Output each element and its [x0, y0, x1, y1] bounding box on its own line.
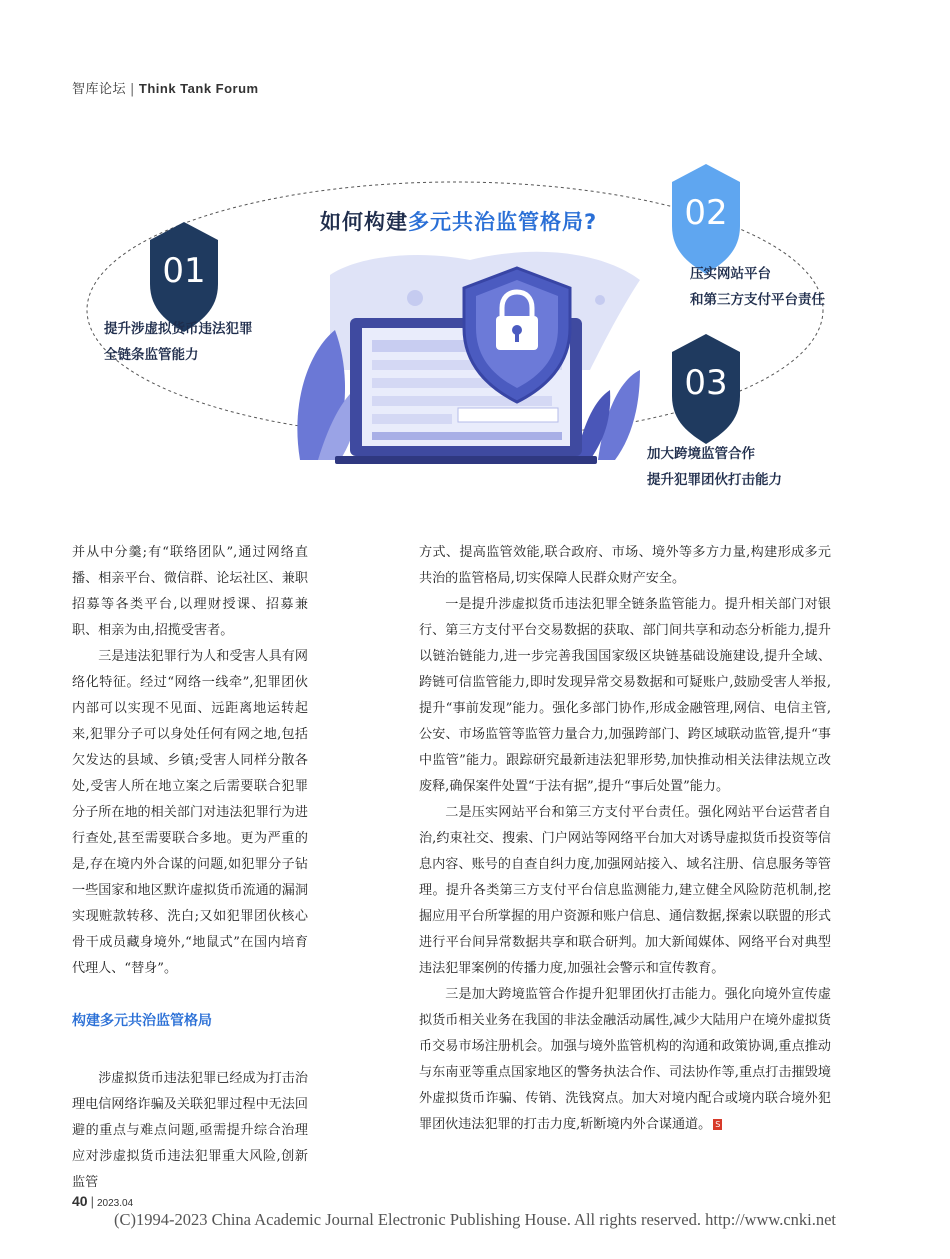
left-paragraph-2: 三是违法犯罪行为人和受害人具有网络化特征。经过“网络一线牵”,犯罪团伙内部可以实现不见面、远距离地运转起来,犯罪分子可以身处任何有网之地,包括欠发达的县域、乡镇;受害人同样分散各处,受害人所在地立案之后需要联合犯罪分子所在地的相关部门对违法犯罪行为进行查处,甚至需要联合多地。更为严重的是,存在境内外合谋的问题,如犯罪分子钻一些国家和地区默许虚拟货币流通的漏洞实现赃款转移、洗白;又如犯罪团伙核心骨干成员藏身境外,“地鼠式”在国内培育代理人、“替身”。 — [72, 649, 308, 976]
infographic-title — [320, 206, 597, 236]
deco-circle-2 — [595, 295, 605, 305]
badge-02-line-1: 压实网站平台 — [690, 266, 771, 282]
badge-number-01: 01 — [162, 251, 206, 291]
monitor-base — [335, 456, 597, 464]
badge-number-03: 03 — [684, 363, 728, 403]
header-separator: | — [130, 82, 135, 97]
badge-01-label — [104, 316, 253, 368]
left-column — [72, 540, 308, 1196]
badge-02-line-2: 和第三方支付平台责任 — [690, 292, 825, 308]
right-paragraph-3: 二是压实网站平台和第三方支付平台责任。强化网站平台运营者自治,约束社交、搜索、门户网站等网络平台加大对诱导虚拟货币投资等信息内容、账号的自查自纠力度,加强网站接入、域名注册、信息服务等管理。提升各类第三方支付平台信息监测能力,建立健全风险防范机制,挖掘应用平台所掌握的用户资源和账户信息、通信数据,探索以联盟的形式进行平台间异常数据共享和联合研判。加大新闻媒体、网络平台对典型违法犯罪案例的传播力度,加强社会警示和宣传教育。 — [419, 805, 831, 976]
header-en: Think Tank Forum — [138, 81, 259, 96]
infographic-title-prefix: 如何构建 — [320, 210, 408, 234]
screen-block-6 — [458, 408, 558, 422]
section-heading: 构建多元共治监管格局 — [72, 1013, 212, 1029]
badge-01-line-2: 全链条监管能力 — [104, 347, 199, 363]
right-paragraph-2: 一是提升涉虚拟货币违法犯罪全链条监管能力。提升相关部门对银行、第三方支付平台交易数据的获取、部门间共享和动态分析能力,提升以链治链能力,进一步完善我国国家级区块链基础设施建设,提升全域、跨链可信监管能力,即时发现异常交易数据和可疑账户,鼓励受害人举报,提升“事前发现”能力。强化多部门协作,形成金融管理,网信、电信主管,公安、市场监管等监管力量合力,加强跨部门、跨区域联动监管,提升“事中监管”能力。跟踪研究最新违法犯罪形势,加快推动相关法律法规立改废释,确保案件处置“于法有据”,提升“事后处置”能力。 — [419, 597, 831, 794]
left-paragraph-1: 并从中分羹;有“联络团队”,通过网络直播、相亲平台、微信群、论坛社区、兼职招募等各类平台,以理财授课、招募兼职、相亲为由,招揽受害者。 — [72, 545, 308, 638]
badge-03-label — [647, 441, 782, 493]
footer-separator: | — [90, 1194, 94, 1209]
badge-02-label — [690, 261, 825, 313]
badge-number-02: 02 — [684, 193, 728, 233]
copyright-line: (C)1994-2023 China Academic Journal Electronic Publishing House. All rights reserved. http://www.cnki.net — [113, 1210, 837, 1229]
screen-block-5 — [372, 414, 452, 424]
page-footer — [72, 1193, 133, 1209]
issue-date: 2023.04 — [96, 1198, 134, 1209]
left-paragraph-3: 涉虚拟货币违法犯罪已经成为打击治理电信网络诈骗及关联犯罪过程中无法回避的重点与难点问题,亟需提升综合治理应对涉虚拟货币违法犯罪重大风险,创新监管 — [72, 1071, 308, 1190]
deco-circle-1 — [407, 290, 423, 306]
screen-bar — [372, 432, 562, 440]
end-mark-icon: S — [715, 1120, 721, 1129]
badge-03-line-1: 加大跨境监管合作 — [647, 446, 755, 462]
right-paragraph-1: 方式、提高监管效能,联合政府、市场、境外等多方力量,构建形成多元共治的监管格局,切实保障人民群众财产安全。 — [419, 545, 831, 586]
badge-03-line-2: 提升犯罪团伙打击能力 — [647, 472, 782, 488]
right-paragraph-4 — [419, 982, 831, 1138]
infographic — [0, 160, 950, 500]
header-cn: 智库论坛 — [72, 82, 127, 97]
badge-01-line-1: 提升涉虚拟货币违法犯罪 — [104, 321, 253, 337]
right-paragraph-4-text: 三是加大跨境监管合作提升犯罪团伙打击能力。强化向境外宣传虚拟货币相关业务在我国的非法金融活动属性,减少大陆用户在境外虚拟货币交易市场注册机会。加强与境外监管机构的沟通和政策协调,重点推动与东南亚等重点国家地区的警务执法合作、司法协作等,重点打击摧毁境外虚拟货币诈骗、传销、洗钱窝点。加大对境内配合或境内联合境外犯罪团伙违法犯罪的打击力度,斩断境内外合谋通道。 — [419, 987, 831, 1132]
infographic-title-accent: 多元共治监管格局? — [408, 210, 598, 234]
running-header — [72, 78, 259, 97]
right-column — [419, 540, 831, 1138]
page-number: 40 — [72, 1193, 88, 1209]
